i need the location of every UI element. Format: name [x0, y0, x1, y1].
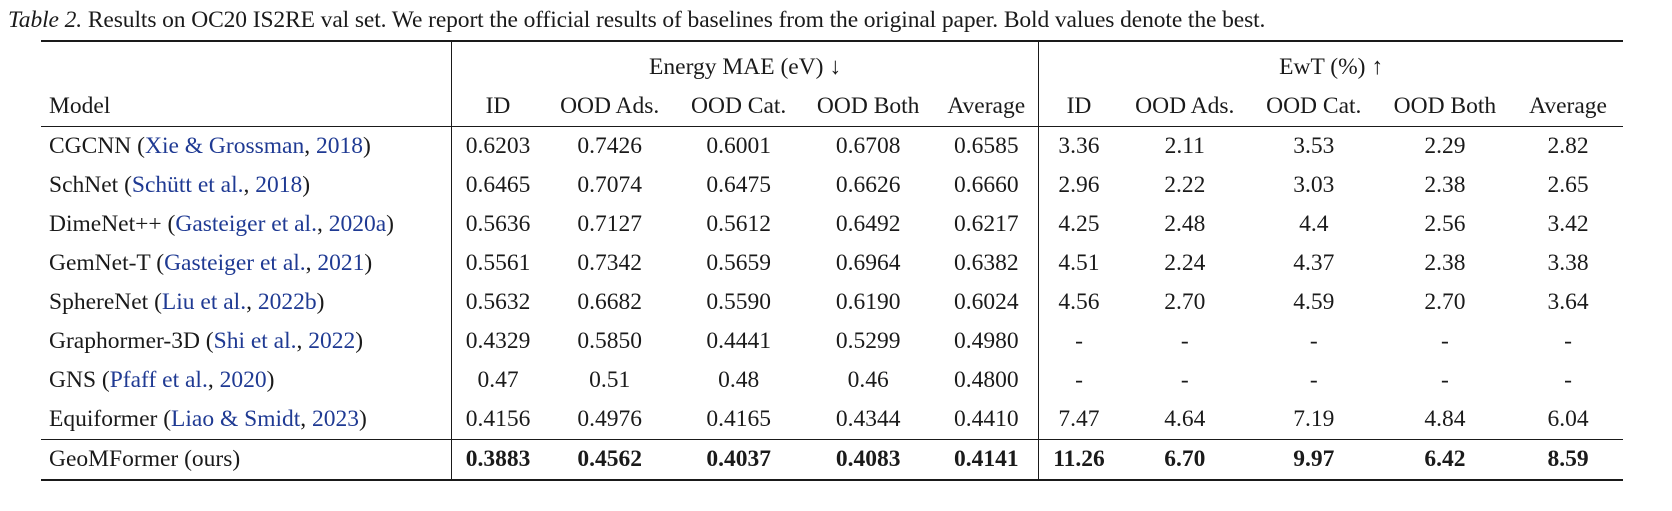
column-header: ID [451, 87, 544, 127]
value-cell: - [1564, 367, 1572, 393]
column-header: OOD Both [1377, 87, 1513, 127]
value-cell: - [1440, 328, 1449, 354]
citation-link[interactable]: Liao & Smidt [171, 406, 301, 432]
model-name-cell [41, 244, 451, 283]
value-cell: 3.36 [1039, 127, 1119, 167]
table-caption [8, 4, 1668, 36]
value-cell: 0.6492 [835, 211, 901, 237]
paren-close: ) [359, 406, 367, 432]
value-cell: 2.70 [1164, 289, 1206, 315]
value-cell: 6.04 [1547, 406, 1589, 432]
ours-model-name: GeoMFormer (ours) [41, 440, 451, 481]
paren-close: ) [362, 133, 371, 159]
citation-link[interactable]: Gasteiger et al. [175, 211, 317, 237]
value-cell: 0.6001 [706, 133, 771, 159]
energy-group-header: Energy MAE (eV) ↓ [451, 41, 1038, 87]
best-value-cell: 6.70 [1119, 440, 1251, 481]
paren-open: ( [150, 250, 165, 276]
value-cell: 2.38 [1424, 250, 1466, 276]
citation-year-link[interactable]: 2021 [317, 250, 365, 276]
best-value-cell: 8.59 [1513, 440, 1623, 481]
model-name: Graphormer-3D [49, 328, 200, 354]
citation-year-link[interactable]: 2018 [255, 172, 303, 198]
value-cell: 2.96 [1039, 166, 1119, 205]
column-header: OOD Cat. [1251, 87, 1377, 127]
value-cell: 2.29 [1424, 133, 1466, 159]
value-cell: 0.5632 [451, 283, 544, 322]
value-cell: 3.42 [1547, 211, 1589, 237]
value-cell: 0.6475 [706, 172, 771, 198]
table-row [41, 127, 1623, 167]
value-cell: 0.5590 [706, 289, 771, 315]
table-row [41, 166, 1623, 205]
column-header: OOD Ads. [1119, 87, 1251, 127]
table-row [41, 322, 1623, 361]
value-cell: 0.5850 [577, 328, 642, 354]
value-cell: 0.47 [451, 361, 544, 400]
value-cell: - [1440, 367, 1449, 393]
paren-close: ) [266, 367, 275, 393]
model-name-cell [41, 283, 451, 322]
model-name: CGCNN [49, 133, 132, 159]
paren-open: ( [131, 133, 145, 159]
model-name-cell [41, 127, 451, 167]
citation-link[interactable]: Pfaff et al. [109, 367, 208, 393]
best-value-cell: 0.4037 [675, 440, 802, 481]
best-value-cell: 0.4083 [802, 440, 934, 481]
citation-link[interactable]: Schütt et al. [131, 172, 244, 198]
value-cell: 2.70 [1424, 289, 1466, 315]
value-cell: 7.19 [1293, 406, 1335, 432]
value-cell: 4.25 [1039, 205, 1119, 244]
value-cell: 0.6708 [835, 133, 901, 159]
model-name: SchNet [49, 172, 119, 198]
value-cell: - [1564, 328, 1572, 354]
value-cell: 2.48 [1164, 211, 1206, 237]
citation-link[interactable]: Liu et al. [161, 289, 247, 315]
value-cell: 4.37 [1293, 250, 1335, 276]
column-header-row [41, 87, 1623, 127]
value-cell: - [1180, 328, 1189, 354]
value-cell: 0.4980 [953, 328, 1019, 354]
value-cell: 0.7342 [577, 250, 642, 276]
citation-separator: , [243, 172, 256, 198]
value-cell: 0.6203 [451, 127, 544, 167]
value-cell: 0.4165 [706, 406, 771, 432]
model-name-cell [41, 166, 451, 205]
value-cell: 0.5299 [835, 328, 901, 354]
best-value-cell: 6.42 [1377, 440, 1513, 481]
model-name-cell [41, 322, 451, 361]
value-cell: 2.24 [1164, 250, 1206, 276]
citation-year-link[interactable]: 2020a [328, 211, 387, 237]
citation-year-link[interactable]: 2023 [312, 406, 360, 432]
model-name-cell [41, 400, 451, 440]
value-cell: 0.51 [589, 367, 631, 393]
value-cell: 0.5561 [451, 244, 544, 283]
table-row [41, 400, 1623, 440]
model-name: DimeNet++ [49, 211, 162, 237]
model-name-cell [41, 361, 451, 400]
paren-close: ) [386, 211, 394, 237]
value-cell: 7.47 [1039, 400, 1119, 440]
value-cell: 0.4976 [577, 406, 642, 432]
caption-text: Results on OC20 IS2RE val set. We report the official results of baselines from the original paper. Bold values denote the best. [87, 7, 1266, 33]
value-cell: 0.6660 [953, 172, 1019, 198]
value-cell: 0.4329 [451, 322, 544, 361]
results-table [41, 40, 1623, 481]
value-cell: 0.4156 [451, 400, 544, 440]
model-column-header: Model [41, 87, 451, 127]
value-cell: 0.6465 [451, 166, 544, 205]
value-cell: 0.5612 [706, 211, 771, 237]
paren-close: ) [364, 250, 373, 276]
table-row [41, 361, 1623, 400]
citation-separator: , [304, 133, 316, 159]
citation-link[interactable]: Gasteiger et al. [164, 250, 306, 276]
citation-link[interactable]: Shi et al. [213, 328, 297, 354]
model-name: GemNet-T [49, 250, 151, 276]
paren-open: ( [96, 367, 110, 393]
value-cell: 0.6682 [577, 289, 642, 315]
value-cell: 0.6190 [835, 289, 901, 315]
value-cell: 0.5636 [451, 205, 544, 244]
citation-year-link[interactable]: 2020 [219, 367, 267, 393]
value-cell: 0.7426 [577, 133, 642, 159]
value-cell: 0.4441 [706, 328, 771, 354]
caption-label: Table 2. [8, 7, 83, 33]
column-header: OOD Cat. [675, 87, 802, 127]
citation-year-link[interactable]: 2018 [315, 133, 363, 159]
value-cell: 0.4800 [953, 367, 1019, 393]
column-header: ID [1039, 87, 1119, 127]
value-cell: 3.03 [1293, 172, 1335, 198]
model-name: GNS [49, 367, 97, 393]
value-cell: 0.4410 [953, 406, 1019, 432]
citation-year-link[interactable]: 2022b [257, 289, 317, 315]
value-cell: 0.7074 [577, 172, 642, 198]
citation-separator: , [300, 406, 313, 432]
citation-separator: , [316, 211, 329, 237]
value-cell: - [1039, 322, 1119, 361]
value-cell: 0.6585 [953, 133, 1019, 159]
value-cell: 2.11 [1164, 133, 1205, 159]
value-cell: 2.38 [1424, 172, 1466, 198]
value-cell: 3.38 [1547, 250, 1589, 276]
citation-link[interactable]: Xie & Grossman [144, 133, 305, 159]
paren-open: ( [118, 172, 132, 198]
value-cell: 4.64 [1164, 406, 1206, 432]
best-value-cell: 9.97 [1251, 440, 1377, 481]
value-cell: 2.22 [1164, 172, 1206, 198]
paren-open: ( [199, 328, 214, 354]
table-row [41, 283, 1623, 322]
value-cell: 0.4344 [835, 406, 901, 432]
value-cell: 0.6382 [953, 250, 1019, 276]
table-row [41, 205, 1623, 244]
value-cell: 0.6217 [953, 211, 1019, 237]
value-cell: 2.56 [1424, 211, 1466, 237]
best-value-cell: 11.26 [1039, 440, 1119, 481]
value-cell: 3.64 [1547, 289, 1589, 315]
best-value-cell: 0.4141 [934, 440, 1039, 481]
model-name: SphereNet [49, 289, 149, 315]
citation-separator: , [305, 250, 318, 276]
column-header: Average [1513, 87, 1623, 127]
paren-open: ( [157, 406, 172, 432]
best-value-cell: 0.3883 [451, 440, 544, 481]
paren-open: ( [148, 289, 162, 315]
value-cell: 0.6964 [835, 250, 901, 276]
ours-row [41, 440, 1623, 481]
best-value-cell: 0.4562 [544, 440, 675, 481]
citation-separator: , [207, 367, 220, 393]
value-cell: 4.84 [1424, 406, 1466, 432]
value-cell: - [1309, 328, 1318, 354]
column-header: OOD Both [802, 87, 934, 127]
column-header: Average [934, 87, 1039, 127]
value-cell: 4.51 [1039, 244, 1119, 283]
value-cell: - [1039, 361, 1119, 400]
paren-close: ) [355, 328, 364, 354]
value-cell: 4.56 [1039, 283, 1119, 322]
value-cell: 4.59 [1293, 289, 1335, 315]
group-header-row [41, 41, 1623, 87]
value-cell: 0.6626 [835, 172, 901, 198]
value-cell: 0.48 [718, 367, 760, 393]
value-cell: 4.4 [1299, 211, 1329, 237]
paren-open: ( [161, 211, 176, 237]
value-cell: 2.82 [1547, 133, 1589, 159]
value-cell: 2.65 [1547, 172, 1589, 198]
value-cell: 0.6024 [953, 289, 1019, 315]
citation-separator: , [246, 289, 258, 315]
table-body [41, 127, 1623, 481]
table-row [41, 244, 1623, 283]
citation-separator: , [296, 328, 309, 354]
model-name: Equiformer [49, 406, 158, 432]
value-cell: 3.53 [1293, 133, 1335, 159]
value-cell: - [1309, 367, 1318, 393]
paren-close: ) [316, 289, 325, 315]
value-cell: 0.46 [847, 367, 889, 393]
value-cell: 0.7127 [577, 211, 642, 237]
ewt-group-header: EwT (%) ↑ [1039, 41, 1623, 87]
paren-close: ) [302, 172, 311, 198]
citation-year-link[interactable]: 2022 [308, 328, 356, 354]
value-cell: 0.5659 [706, 250, 771, 276]
value-cell: - [1180, 367, 1189, 393]
column-header: OOD Ads. [544, 87, 675, 127]
model-name-cell [41, 205, 451, 244]
